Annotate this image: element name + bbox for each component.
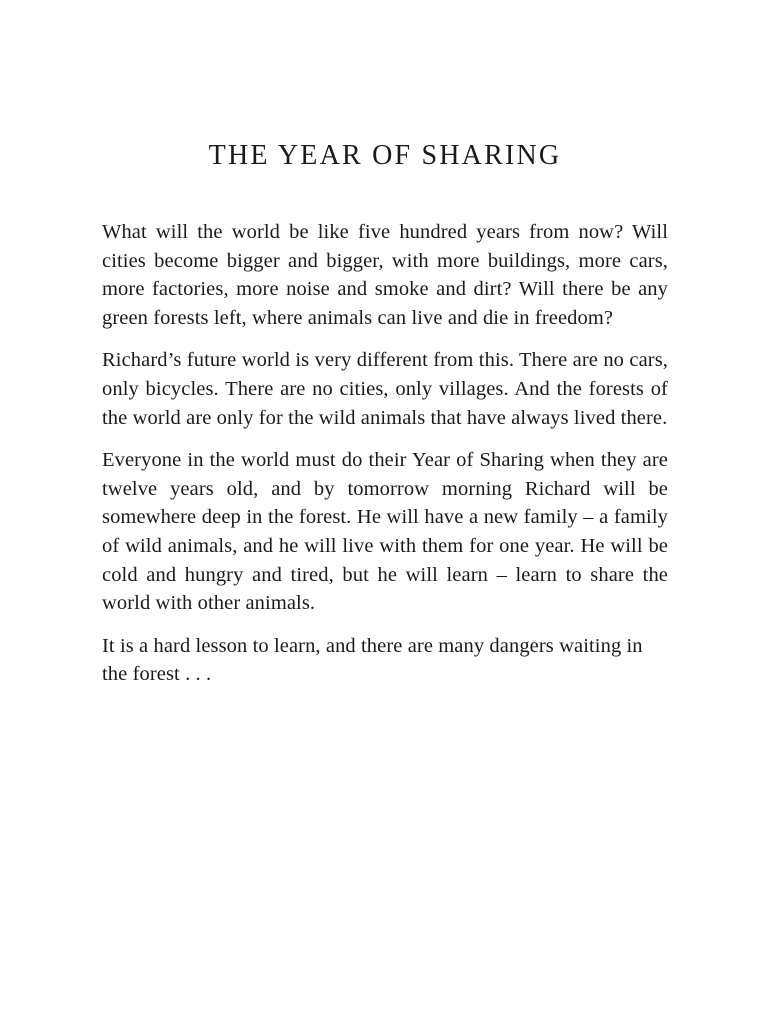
page-title: THE YEAR OF SHARING: [208, 140, 562, 171]
paragraph-2: Richard’s future world is very different from this. There are no cars, only bicycles. There are no cities, only villages. And the forests of the world are only for the wild animals that have always lived there.: [102, 349, 668, 429]
paragraph-3: Everyone in the world must do their Year of Sharing when they are twelve years old, and by tomorrow morning Richard will be somewhere deep in the forest. He will have a new family – a family of wild animals, and he will live with them for one year. He will be cold and hungry and tired, but he will learn – learn to share the world with other animals.: [102, 449, 668, 615]
paragraph-4: It is a hard lesson to learn, and there are many dangers waiting in the forest . . .: [102, 634, 643, 686]
paragraph-1: What will the world be like five hundred years from now? Will cities become bigger and bigger, with more buildings, more cars, more factories, more noise and smoke and dirt? Will there be any green forests left, where animals can live and die in freedom?: [102, 221, 668, 329]
